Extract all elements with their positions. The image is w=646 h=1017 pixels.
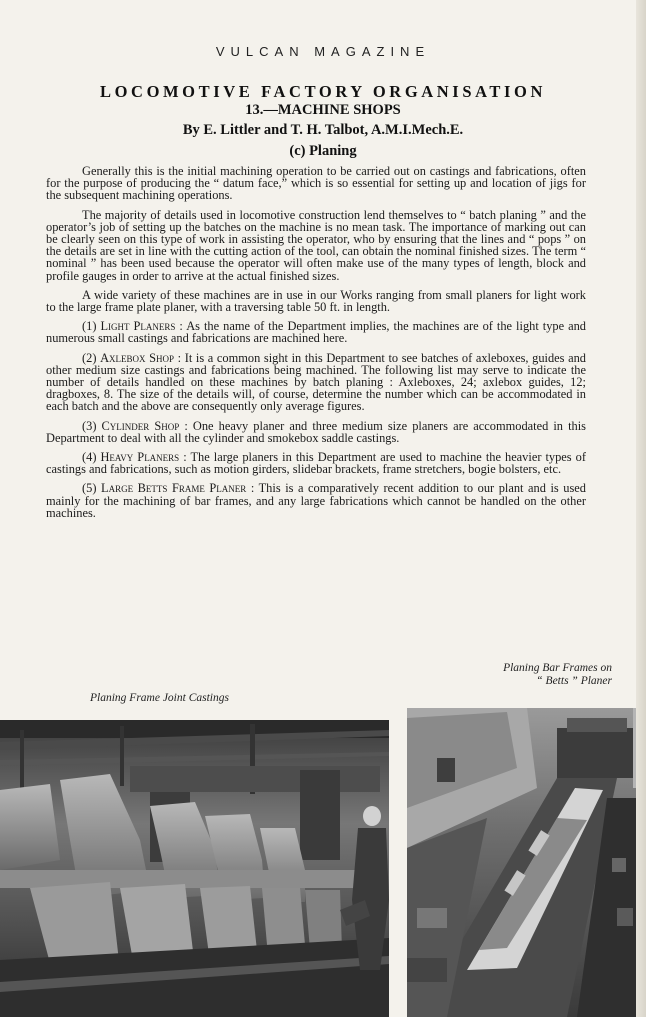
factory-photo-left <box>0 720 389 1017</box>
item-number: (2) <box>82 350 97 365</box>
list-item <box>46 482 586 519</box>
section-heading: (c) Planing <box>289 143 357 159</box>
item-number: (4) <box>82 450 97 465</box>
item-text: One heavy planer and three medium size planers are accommodated in this Department to deal with all the cylinder and smokebox saddle castings. <box>46 418 586 445</box>
item-heading: Light Planers : <box>100 319 183 334</box>
page-edge <box>636 0 646 1017</box>
paragraph-1: Generally this is the initial machining operation to be carried out on castings and fabrications, often for the purpose of producing the “ datum face,” which is so essential for setting up and location of jigs for the subsequent machining operations. <box>46 164 586 203</box>
paragraph-2: The majority of details used in locomotive construction lend themselves to “ batch planing ” and the operator’s job of setting up the batches on the machine is no mean task. The importance of marking out can be clearly seen on this type of work in assisting the operator, who by ensuring that the lines and “ pops ” on the details are set in line with the cutting action of the tool, can obtain the nominal finished sizes. The term “ nominal ” has been used because the operator will often make use of the many types of length, block and profile gauges in order to arrive at the actual finished sizes. <box>46 207 586 283</box>
item-text: This is a comparatively recent addition to our plant and is used mainly for the machining of bar frames, and any large fabrications which cannot be handled on the other machines. <box>46 481 586 520</box>
article-title: LOCOMOTIVE FACTORY ORGANISATION <box>100 82 546 101</box>
list-item <box>46 320 586 344</box>
caption-right-line-1: Planing Bar Frames on <box>503 662 612 674</box>
item-heading: Cylinder Shop : <box>101 418 188 433</box>
photo-frame-joint-castings <box>0 720 389 1017</box>
item-heading: Heavy Planers : <box>100 450 187 465</box>
factory-photo-right <box>407 708 646 1017</box>
magazine-name: VULCAN MAGAZINE <box>215 44 431 59</box>
item-number: (1) <box>82 319 97 334</box>
list-item <box>46 352 586 413</box>
caption-right <box>440 662 612 688</box>
paragraph-3: A wide variety of these machines are in use in our Works ranging from small planers for light work to the large frame plate planer, with a traversing table 50 ft. in length. <box>46 287 586 315</box>
item-number: (5) <box>82 481 97 496</box>
item-heading: Axlebox Shop : <box>100 350 182 365</box>
article-authors: By E. Littler and T. H. Talbot, A.M.I.Mech.E. <box>182 122 464 138</box>
article-subtitle: 13.—MACHINE SHOPS <box>245 102 401 118</box>
item-text: It is a common sight in this Department to see batches of axleboxes, guides and other medium size castings and fabrications being machined. The following list may serve to indicate the number of details handled on these machines by batch planing : Axleboxes, 24; axlebox guides, 12; dragboxes, 8. The size of the details will, of course, determine the number which can be accommodated in each batch and the above are consequently only average figures. <box>46 350 586 414</box>
item-number: (3) <box>82 418 97 433</box>
caption-left: Planing Frame Joint Castings <box>90 692 229 704</box>
item-heading: Large Betts Frame Planer : <box>101 481 255 496</box>
item-text: As the name of the Department implies, the machines are of the light type and numerous small castings and fabrications are machined here. <box>46 319 587 346</box>
item-text: The large planers in this Department are used to machine the heavier types of castings and fabrications, such as motion girders, slidebar brackets, frame stretchers, bogie bolsters, etc. <box>46 450 586 477</box>
list-item <box>46 420 586 444</box>
photo-betts-planer <box>407 708 646 1017</box>
article-body <box>46 165 586 526</box>
caption-right-line-2: “ Betts ” Planer <box>536 675 612 687</box>
list-item <box>46 451 586 475</box>
